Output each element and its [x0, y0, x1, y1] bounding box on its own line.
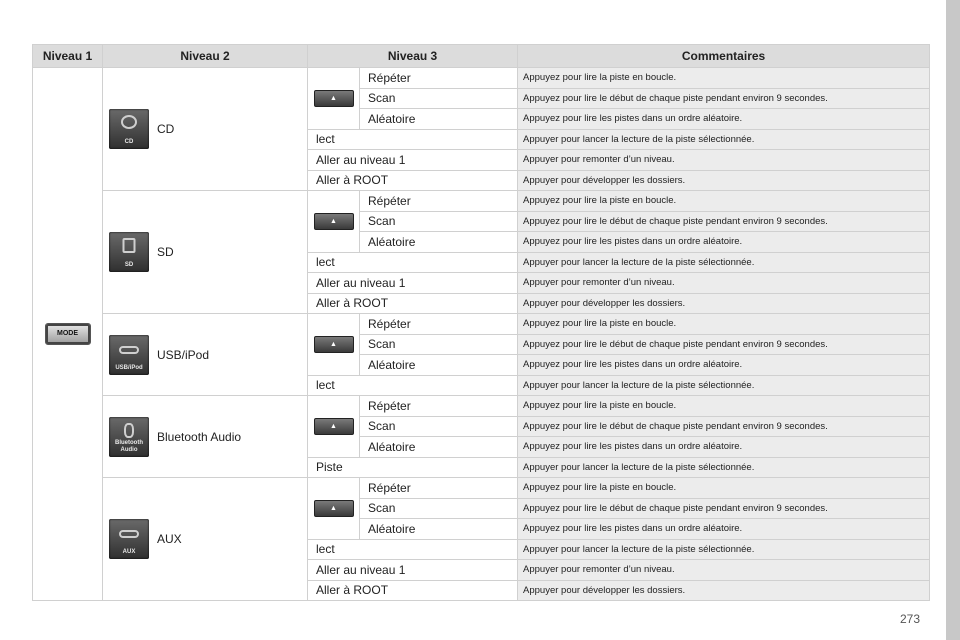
aux-icon[interactable] — [109, 519, 149, 559]
level2-label: CD — [157, 122, 175, 136]
comment: Appuyez pour lire les pistes dans un ordre aléatoire. — [518, 355, 930, 376]
level2-cell — [103, 396, 308, 478]
level3-item: lect — [308, 375, 518, 396]
mode-button[interactable]: MODE — [45, 323, 91, 345]
comment: Appuyer pour remonter d’un niveau. — [518, 150, 930, 171]
comment: Appuyez pour lire la piste en boucle. — [518, 314, 930, 335]
comment: Appuyez pour lire les pistes dans un ordre aléatoire. — [518, 109, 930, 130]
table-body — [33, 68, 930, 601]
scroll-up-cell — [308, 396, 360, 458]
level3-item: Aller au niveau 1 — [308, 150, 518, 171]
table-row — [33, 68, 930, 89]
comment: Appuyer pour développer les dossiers. — [518, 580, 930, 601]
page-number: 273 — [900, 612, 921, 626]
level2-cell — [103, 191, 308, 314]
level3-item: Aléatoire — [360, 109, 518, 130]
icon-caption: CD — [124, 139, 134, 145]
level3-item: Scan — [360, 416, 518, 437]
scroll-up-cell — [308, 478, 360, 540]
level3-item: Aléatoire — [360, 437, 518, 458]
table-row — [33, 191, 930, 212]
level3-item: Scan — [360, 88, 518, 109]
level3-item: Répéter — [360, 191, 518, 212]
level3-item: Scan — [360, 334, 518, 355]
scroll-up-cell — [308, 191, 360, 253]
level3-item: Piste — [308, 457, 518, 478]
level3-item: Scan — [360, 498, 518, 519]
arrow-up-button[interactable]: ▲ — [314, 500, 354, 517]
table-row — [33, 396, 930, 417]
icon-caption: Bluetooth Audio — [115, 439, 143, 453]
comment: Appuyer pour lancer la lecture de la piste sélectionnée. — [518, 539, 930, 560]
comment: Appuyer pour remonter d’un niveau. — [518, 560, 930, 581]
level3-item: Aléatoire — [360, 232, 518, 253]
comment: Appuyez pour lire la piste en boucle. — [518, 191, 930, 212]
level3-item: Répéter — [360, 396, 518, 417]
header-row — [33, 45, 930, 68]
comment: Appuyez pour lire la piste en boucle. — [518, 68, 930, 89]
header-level1: Niveau 1 — [33, 45, 103, 68]
level2-label: SD — [157, 245, 174, 259]
comment: Appuyez pour lire les pistes dans un ordre aléatoire. — [518, 519, 930, 540]
level3-item: Aller au niveau 1 — [308, 560, 518, 581]
usb-icon[interactable] — [109, 335, 149, 375]
scroll-up-cell — [308, 68, 360, 130]
comment: Appuyez pour lire le début de chaque piste pendant environ 9 secondes. — [518, 334, 930, 355]
level3-item: Répéter — [360, 314, 518, 335]
comment: Appuyer pour développer les dossiers. — [518, 170, 930, 191]
music-note-icon-symbol — [123, 238, 136, 253]
comment: Appuyez pour lire la piste en boucle. — [518, 396, 930, 417]
comment: Appuyez pour lire la piste en boucle. — [518, 478, 930, 499]
arrow-up-button[interactable]: ▲ — [314, 418, 354, 435]
aux-icon-symbol — [119, 530, 139, 538]
icon-caption: USB/iPod — [115, 364, 143, 371]
level2-cell — [103, 314, 308, 396]
menu-structure-table — [32, 44, 930, 601]
scroll-up-cell — [308, 314, 360, 376]
level3-item: Aléatoire — [360, 355, 518, 376]
header-comments: Commentaires — [518, 45, 930, 68]
icon-caption: SD — [124, 262, 134, 268]
comment: Appuyez pour lire le début de chaque piste pendant environ 9 secondes. — [518, 211, 930, 232]
arrow-up-button[interactable]: ▲ — [314, 336, 354, 353]
level2-cell — [103, 478, 308, 601]
table-row — [33, 478, 930, 499]
arrow-up-button[interactable]: ▲ — [314, 213, 354, 230]
bluetooth-icon[interactable] — [109, 417, 149, 457]
comment: Appuyez pour lire le début de chaque piste pendant environ 9 secondes. — [518, 88, 930, 109]
comment: Appuyer pour lancer la lecture de la piste sélectionnée. — [518, 457, 930, 478]
music-note-icon[interactable] — [109, 232, 149, 272]
header-level3: Niveau 3 — [308, 45, 518, 68]
level2-cell — [103, 68, 308, 191]
level3-item: Aller à ROOT — [308, 580, 518, 601]
level2-label: USB/iPod — [157, 347, 210, 362]
comment: Appuyer pour lancer la lecture de la piste sélectionnée. — [518, 375, 930, 396]
level3-item: Répéter — [360, 478, 518, 499]
level2-label: AUX — [157, 532, 182, 546]
disc-icon-symbol — [121, 115, 137, 129]
level3-item: Aller à ROOT — [308, 293, 518, 314]
level3-item: lect — [308, 539, 518, 560]
header-level2: Niveau 2 — [103, 45, 308, 68]
comment: Appuyez pour lire les pistes dans un ordre aléatoire. — [518, 232, 930, 253]
usb-icon-symbol — [119, 346, 139, 354]
level3-item: Aléatoire — [360, 519, 518, 540]
level3-item: Scan — [360, 211, 518, 232]
level2-label: Bluetooth Audio — [157, 429, 242, 444]
comment: Appuyer pour lancer la lecture de la piste sélectionnée. — [518, 252, 930, 273]
icon-caption: AUX — [122, 549, 136, 555]
comment: Appuyer pour lancer la lecture de la piste sélectionnée. — [518, 129, 930, 150]
level3-item: Aller au niveau 1 — [308, 273, 518, 294]
scrollbar[interactable] — [946, 0, 960, 640]
comment: Appuyez pour lire le début de chaque piste pendant environ 9 secondes. — [518, 416, 930, 437]
level1-mode-cell — [33, 68, 103, 601]
bluetooth-icon-symbol — [124, 423, 134, 438]
comment: Appuyer pour remonter d’un niveau. — [518, 273, 930, 294]
table-row — [33, 314, 930, 335]
disc-icon[interactable] — [109, 109, 149, 149]
comment: Appuyez pour lire le début de chaque piste pendant environ 9 secondes. — [518, 498, 930, 519]
comment: Appuyer pour développer les dossiers. — [518, 293, 930, 314]
comment: Appuyez pour lire les pistes dans un ordre aléatoire. — [518, 437, 930, 458]
arrow-up-button[interactable]: ▲ — [314, 90, 354, 107]
level3-item: Aller à ROOT — [308, 170, 518, 191]
level3-item: lect — [308, 252, 518, 273]
level3-item: Répéter — [360, 68, 518, 89]
level3-item: lect — [308, 129, 518, 150]
